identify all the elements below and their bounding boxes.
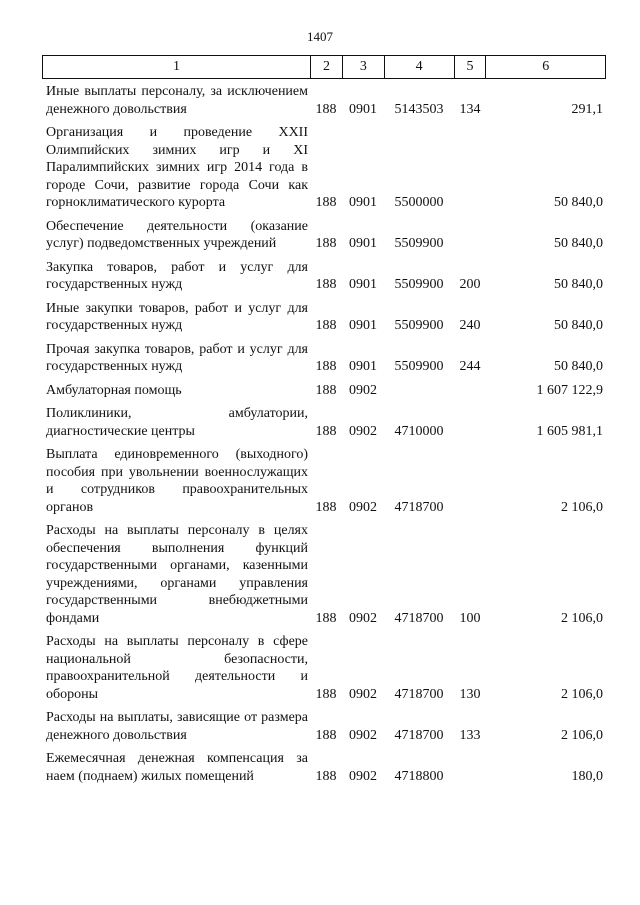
row-amount: 2 106,0: [561, 686, 603, 702]
row-amount: 50 840,0: [554, 277, 603, 292]
row-expense-type: 133: [459, 727, 481, 743]
row-name: Расходы на выплаты, зависящие от размера денежного довольствия: [46, 710, 308, 743]
row-section-code: 0902: [349, 610, 377, 626]
table-row: [42, 218, 606, 253]
row-expense-type: 130: [459, 686, 481, 702]
header-col-4: 4: [384, 56, 454, 78]
row-ministry-code: 188: [315, 423, 337, 439]
row-ministry-code: 188: [315, 686, 337, 702]
table-body: [42, 83, 606, 791]
row-amount: 1 605 981,1: [536, 423, 603, 439]
table-row: [42, 709, 606, 744]
row-article-code: 5509900: [394, 236, 444, 251]
table-row: [42, 633, 606, 703]
row-section-code: 0902: [349, 382, 377, 398]
row-expense-type: 240: [459, 318, 481, 333]
row-amount: 50 840,0: [554, 195, 603, 210]
row-section-code: 0901: [349, 318, 377, 333]
row-amount: 2 106,0: [561, 610, 603, 626]
row-section-code: 0902: [349, 727, 377, 743]
row-name: Закупка товаров, работ и услуг для государственных нужд: [46, 259, 308, 292]
row-name: Иные закупки товаров, работ и услуг для государственных нужд: [46, 300, 308, 333]
row-section-code: 0901: [349, 195, 377, 210]
row-ministry-code: 188: [315, 610, 337, 626]
row-ministry-code: 188: [315, 499, 337, 515]
row-ministry-code: 188: [315, 359, 337, 374]
row-article-code: 5500000: [394, 195, 444, 210]
row-name: Расходы на выплаты персоналу в целях обеспечения выполнения функций государственными органами, казенными учреждениями, органами управления государственными внебюджетными фондами: [46, 523, 308, 626]
row-expense-type: 134: [459, 101, 481, 117]
row-article-code: 4718700: [394, 499, 444, 515]
row-amount: 180,0: [571, 768, 603, 784]
row-expense-type: 244: [459, 359, 481, 374]
row-ministry-code: 188: [315, 101, 337, 117]
row-article-code: 4718700: [394, 610, 444, 626]
row-section-code: 0901: [349, 277, 377, 292]
row-ministry-code: 188: [315, 727, 337, 743]
row-name: Расходы на выплаты персоналу в сфере национальной безопасности, правоохранительной деятельности и обороны: [46, 634, 308, 702]
row-article-code: 5509900: [394, 318, 444, 333]
header-col-3: 3: [342, 56, 384, 78]
row-section-code: 0902: [349, 686, 377, 702]
row-expense-type: 200: [459, 277, 481, 292]
page-number: 1407: [307, 29, 333, 44]
table-row: [42, 405, 606, 440]
row-amount: 50 840,0: [554, 318, 603, 333]
row-amount: 1 607 122,9: [536, 382, 603, 398]
table-row: [42, 750, 606, 785]
table-header: [42, 55, 606, 79]
row-amount: 291,1: [571, 101, 603, 117]
header-col-6: 6: [485, 56, 605, 78]
row-article-code: 5509900: [394, 359, 444, 374]
row-ministry-code: 188: [315, 195, 337, 210]
table-row: [42, 341, 606, 376]
row-ministry-code: 188: [315, 768, 337, 784]
row-ministry-code: 188: [315, 318, 337, 333]
row-section-code: 0902: [349, 499, 377, 515]
row-amount: 2 106,0: [561, 499, 603, 515]
table-row: [42, 259, 606, 294]
row-article-code: 4710000: [394, 423, 444, 439]
table-row: [42, 124, 606, 212]
row-name: Иные выплаты персоналу, за исключением денежного довольствия: [46, 84, 308, 117]
row-article-code: 4718800: [394, 768, 444, 784]
row-article-code: 5143503: [394, 101, 444, 117]
table-row: [42, 522, 606, 627]
row-ministry-code: 188: [315, 382, 337, 398]
row-name: Обеспечение деятельности (оказание услуг) подведомственных учреждений: [46, 218, 308, 251]
row-amount: 2 106,0: [561, 727, 603, 743]
row-name: Амбулаторная помощь: [46, 382, 182, 398]
row-article-code: 4718700: [394, 686, 444, 702]
row-amount: 50 840,0: [554, 359, 603, 374]
header-col-1: 1: [173, 59, 181, 74]
row-section-code: 0901: [349, 101, 377, 117]
table-row: [42, 300, 606, 335]
table-row: [42, 382, 606, 400]
row-section-code: 0902: [349, 423, 377, 439]
row-ministry-code: 188: [315, 236, 337, 251]
row-ministry-code: 188: [315, 277, 337, 292]
row-name: Прочая закупка товаров, работ и услуг для государственных нужд: [46, 341, 308, 374]
row-article-code: 4718700: [394, 727, 444, 743]
row-section-code: 0901: [349, 236, 377, 251]
header-col-5: 5: [454, 56, 486, 78]
row-section-code: 0901: [349, 359, 377, 374]
table-row: [42, 446, 606, 516]
table-row: [42, 83, 606, 118]
row-name: Выплата единовременного (выходного) пособия при увольнении военнослужащих и сотрудников правоохранительных органов: [46, 447, 308, 515]
row-section-code: 0902: [349, 768, 377, 784]
row-name: Поликлиники, амбулатории, диагностические центры: [46, 406, 308, 439]
row-expense-type: 100: [459, 610, 481, 626]
row-article-code: 5509900: [394, 277, 444, 292]
header-col-2: 2: [310, 56, 342, 78]
row-name: Организация и проведение XXII Олимпийских зимних игр и XI Паралимпийских зимних игр 2014 года в городе Сочи, развитие города Сочи как горноклиматического курорта: [46, 125, 308, 210]
row-amount: 50 840,0: [554, 236, 603, 251]
row-name: Ежемесячная денежная компенсация за наем (поднаем) жилых помещений: [46, 751, 308, 784]
